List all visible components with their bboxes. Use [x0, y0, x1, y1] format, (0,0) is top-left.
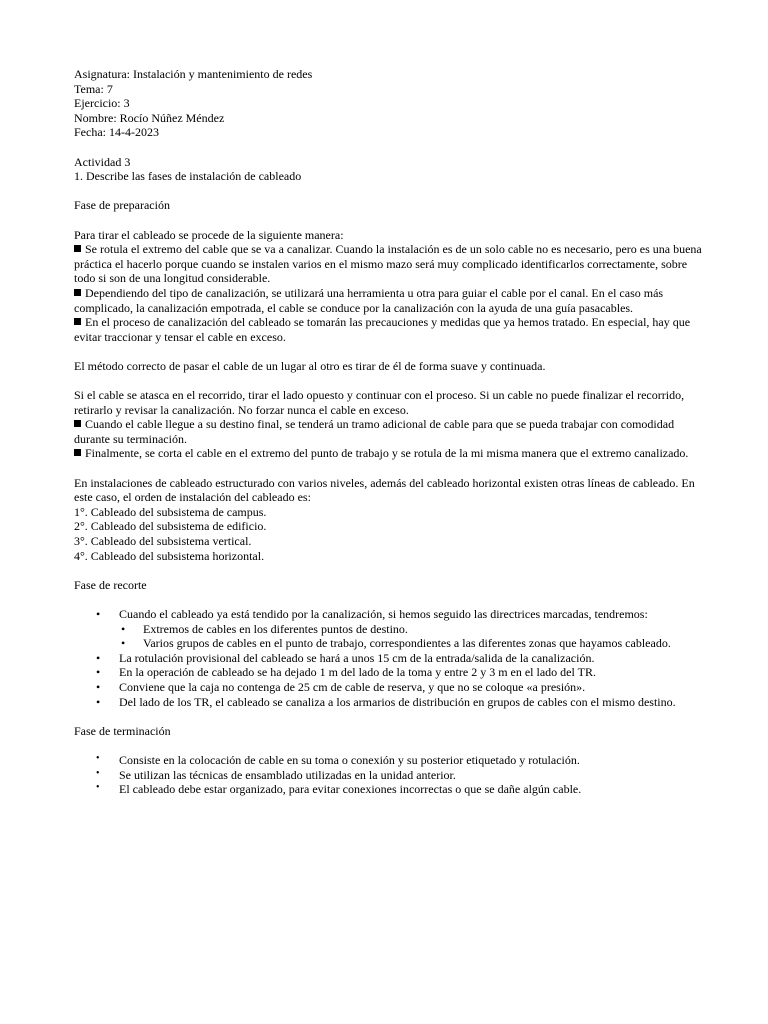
termination-heading: Fase de terminación — [74, 723, 171, 738]
bullet-icon: • — [96, 679, 101, 694]
bullet-icon: • — [96, 782, 100, 794]
preparation-item: Dependiendo del tipo de canalización, se utilizará una herramienta u otra para guiar el cable por el canal. En el caso más complicado, la canalización empotrada, el cable se conduce por la canalización con la ayuda de una guía pasacables. — [74, 285, 664, 315]
order-item: 2°. Cableado del subsistema de edificio. — [74, 519, 267, 534]
activity-question: 1. Describe las fases de instalación de cableado — [74, 169, 302, 184]
preparation-intro: Para tirar el cableado se procede de la siguiente manera: — [74, 227, 344, 242]
activity-title: Actividad 3 — [74, 154, 131, 169]
list-item: • Consiste en la colocación de cable en su toma o conexión y su posterior etiquetado y rotulación. — [96, 752, 580, 767]
square-bullet-icon — [74, 318, 81, 325]
trimming-heading: Fase de recorte — [74, 577, 147, 592]
order-item: 3°. Cableado del subsistema vertical. — [74, 534, 252, 548]
bullet-icon: • — [121, 636, 126, 651]
bullet-icon: • — [96, 606, 101, 621]
date-line: Fecha: 14-4-2023 — [74, 125, 159, 140]
preparation-heading: Fase de preparación — [74, 198, 170, 213]
jam-paragraph: Si el cable se atasca en el recorrido, tirar el lado opuesto y continuar con el proceso. Si un cable no puede finalizar el recorrido, retirarlo y revisar la canalización. No forzar nunca el cable en exceso. — [74, 388, 685, 417]
list-item: • En la operación de cableado se ha dejado 1 m del lado de la toma y entre 2 y 3 m en el lado del TR. — [96, 665, 596, 680]
order-item: 1°. Cableado del subsistema de campus. — [74, 504, 267, 519]
subject-line: Asignatura: Instalación y mantenimiento de redes — [74, 67, 313, 81]
preparation-item: En el proceso de canalización del cableado se tomarán las precauciones y medidas que ya hemos tratado. En especial, hay que evitar traccionar y tensar el cable en exceso. — [74, 315, 691, 344]
preparation-item: Cuando el cable llegue a su destino final, se tenderá un tramo adicional de cable para que se pueda trabajar con comodidad durante su terminación. — [74, 417, 675, 446]
list-item: • Conviene que la caja no contenga de 25 cm de cable de reserva, y que no se coloque «a presión». — [96, 679, 586, 694]
square-bullet-icon — [74, 245, 81, 252]
square-bullet-icon — [74, 449, 81, 456]
preparation-item: Se rotula el extremo del cable que se va a canalizar. Cuando la instalación es de un solo cable no es necesario, pero es una buena práctica el hacerlo porque cuando se instalen varios en el mismo mazo será muy complicado identificarlos correctamente, sobre todo si son de una longitud considerable. — [74, 242, 702, 286]
topic-line: Tema: 7 — [74, 81, 113, 96]
list-item: • La rotulación provisional del cableado se hará a unos 15 cm de la entrada/salida de la canalización. — [96, 650, 595, 665]
list-item: • Del lado de los TR, el cableado se canaliza a los armarios de distribución en grupos de cables con el mismo destino. — [96, 694, 676, 709]
list-item: • Extremos de cables en los diferentes puntos de destino. — [121, 621, 408, 636]
order-item: 4°. Cableado del subsistema horizontal. — [74, 548, 265, 563]
bullet-icon: • — [96, 650, 101, 665]
name-line: Nombre: Rocío Núñez Méndez — [74, 110, 225, 125]
bullet-icon: • — [96, 665, 101, 680]
trimming-list — [74, 607, 702, 709]
exercise-line: Ejercicio: 3 — [74, 96, 130, 111]
bullet-icon: • — [96, 694, 101, 709]
list-item: • El cableado debe estar organizado, para evitar conexiones incorrectas o que se dañe algún cable. — [96, 782, 582, 797]
list-item: • Cuando el cableado ya está tendido por la canalización, si hemos seguido las directrices marcadas, tendremos: • Extremos de cables en los diferentes puntos de destino. • Varios grupos de cables en el punto de trabajo, correspondientes a las diferentes zonas que hayamos cableado. — [74, 607, 702, 651]
document-page — [74, 67, 702, 797]
preparation-item: Finalmente, se corta el cable en el extremo del punto de trabajo y se rotula de la mi misma manera que el extremo canalizado. — [74, 446, 702, 461]
method-paragraph: El método correcto de pasar el cable de un lugar al otro es tirar de él de forma suave y continuada. — [74, 358, 546, 373]
termination-list — [74, 753, 702, 797]
bullet-icon: • — [96, 752, 100, 764]
square-bullet-icon — [74, 420, 81, 427]
list-item: • Varios grupos de cables en el punto de trabajo, correspondientes a las diferentes zonas que hayamos cableado. — [121, 636, 671, 651]
levels-paragraph: En instalaciones de cableado estructurado con varios niveles, además del cableado horizontal existen otras líneas de cableado. En este caso, el orden de instalación del cableado es: — [74, 475, 695, 505]
square-bullet-icon — [74, 289, 81, 296]
bullet-icon: • — [121, 621, 126, 636]
trimming-sublist — [119, 622, 702, 651]
bullet-icon: • — [96, 767, 100, 779]
list-item: • Se utilizan las técnicas de ensamblado utilizadas en la unidad anterior. — [96, 767, 456, 782]
